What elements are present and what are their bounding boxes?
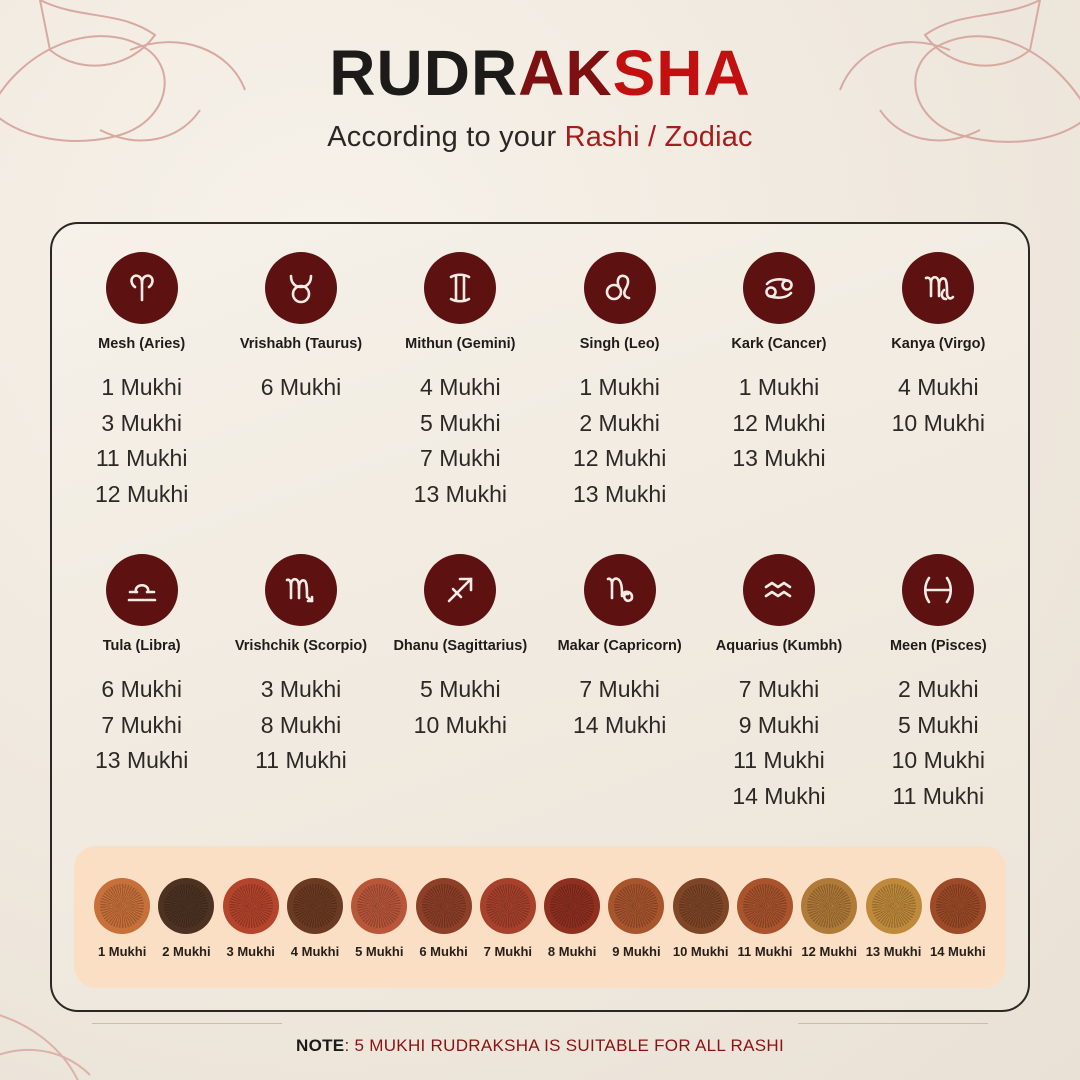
bead-item: [219, 878, 283, 959]
bead-item: [604, 878, 668, 959]
zodiac-item-taurus: [221, 252, 380, 513]
bead-label: 9 Mukhi: [612, 943, 661, 959]
bead-label: 7 Mukhi: [483, 943, 533, 959]
bead-item: [411, 878, 475, 959]
mukhi-list: [414, 370, 507, 513]
bead-item: [476, 878, 540, 959]
zodiac-row-2: [62, 554, 1018, 815]
mukhi-list: [95, 672, 188, 779]
bead-label: 12 Mukhi: [801, 943, 858, 959]
rudraksha-bead-icon: [351, 878, 407, 934]
taurus-icon: [265, 252, 337, 324]
scorpio-icon: [265, 554, 337, 626]
sagittarius-icon: [424, 554, 496, 626]
mukhi-value: 11 Mukhi: [733, 747, 825, 774]
title-segment-2: AK: [518, 37, 613, 109]
zodiac-item-capricorn: [540, 554, 699, 815]
mukhi-list: [255, 672, 347, 779]
mukhi-value: 13 Mukhi: [732, 445, 826, 472]
aquarius-icon: [743, 554, 815, 626]
bead-label: 5 Mukhi: [355, 943, 404, 959]
bead-label: 13 Mukhi: [865, 943, 922, 959]
zodiac-name: Singh (Leo): [579, 336, 660, 352]
libra-icon: [106, 554, 178, 626]
bead-item: [861, 878, 925, 959]
rudraksha-bead-icon: [930, 878, 986, 934]
bead-item: [926, 878, 990, 959]
rudraksha-bead-icon: [94, 878, 150, 934]
mukhi-value: 11 Mukhi: [95, 445, 188, 472]
zodiac-name: Makar (Capricorn): [557, 638, 682, 654]
mukhi-value: 13 Mukhi: [413, 480, 507, 507]
mukhi-list: [892, 370, 985, 441]
mukhi-value: 6 Mukhi: [101, 676, 182, 702]
zodiac-item-scorpio: [221, 554, 380, 815]
rudraksha-bead-icon: [673, 878, 729, 934]
bead-label: 8 Mukhi: [547, 943, 597, 959]
bead-item: [669, 878, 733, 959]
mukhi-value: 1 Mukhi: [738, 374, 820, 400]
zodiac-item-aquarius: [699, 554, 858, 815]
bead-item: [733, 878, 797, 959]
rudraksha-bead-icon: [223, 878, 279, 934]
mukhi-value: 7 Mukhi: [101, 711, 182, 738]
leo-icon: [584, 252, 656, 324]
bead-label: 1 Mukhi: [97, 943, 147, 959]
mukhi-list: [414, 672, 507, 743]
zodiac-name: Meen (Pisces): [889, 638, 987, 654]
zodiac-row-1: [62, 252, 1018, 513]
bead-label: 3 Mukhi: [226, 943, 275, 959]
bead-item: [797, 878, 861, 959]
mukhi-value: 3 Mukhi: [260, 676, 342, 702]
mukhi-value: 7 Mukhi: [738, 676, 820, 702]
mukhi-value: 11 Mukhi: [255, 747, 347, 774]
mukhi-list: [732, 370, 825, 477]
rudraksha-bead-icon: [287, 878, 343, 934]
zodiac-name: Kark (Cancer): [731, 336, 827, 352]
rudraksha-bead-icon: [480, 878, 536, 934]
bead-label: 10 Mukhi: [672, 943, 729, 959]
rudraksha-bead-icon: [416, 878, 472, 934]
poster-header: [0, 37, 1080, 154]
bead-item: [154, 878, 218, 959]
bead-item: [283, 878, 347, 959]
mukhi-value: 1 Mukhi: [579, 374, 660, 400]
mukhi-list: [261, 370, 342, 406]
mukhi-value: 12 Mukhi: [732, 409, 826, 436]
mukhi-value: 7 Mukhi: [420, 445, 501, 472]
zodiac-item-sagittarius: [381, 554, 540, 815]
bead-item: [347, 878, 411, 959]
zodiac-item-virgo: [859, 252, 1018, 513]
mukhi-value: 10 Mukhi: [891, 409, 985, 436]
mukhi-value: 6 Mukhi: [260, 374, 342, 400]
mukhi-value: 3 Mukhi: [101, 409, 182, 436]
rudraksha-bead-icon: [608, 878, 664, 934]
rudraksha-bead-icon: [737, 878, 793, 934]
mukhi-value: 7 Mukhi: [579, 676, 660, 702]
zodiac-item-libra: [62, 554, 221, 815]
rudraksha-bead-icon: [158, 878, 214, 934]
title-segment-3: SHA: [612, 37, 751, 109]
mukhi-value: 5 Mukhi: [420, 409, 501, 436]
mukhi-list: [732, 672, 825, 815]
mukhi-value: 5 Mukhi: [898, 711, 979, 738]
mukhi-bead-strip: [74, 846, 1006, 988]
mukhi-value: 10 Mukhi: [891, 747, 985, 774]
subtitle-accent: Rashi / Zodiac: [564, 121, 753, 154]
bead-item: [540, 878, 604, 959]
page-title: [0, 37, 1080, 109]
pisces-icon: [902, 554, 974, 626]
mukhi-value: 8 Mukhi: [260, 711, 342, 738]
note-divider-left: [92, 1023, 282, 1024]
zodiac-item-cancer: [699, 252, 858, 513]
bead-label: 14 Mukhi: [929, 943, 986, 959]
zodiac-name: Aquarius (Kumbh): [715, 638, 843, 654]
note-divider-right: [798, 1023, 988, 1024]
note-text: : 5 MUKHI RUDRAKSHA IS SUITABLE FOR ALL RASHI: [344, 1036, 784, 1055]
mukhi-list: [573, 370, 666, 513]
zodiac-name: Mesh (Aries): [98, 336, 186, 352]
footer-note: [0, 1036, 1080, 1056]
zodiac-name: Kanya (Virgo): [891, 336, 986, 352]
cancer-icon: [743, 252, 815, 324]
subtitle-text: According to your: [327, 121, 565, 154]
mukhi-value: 12 Mukhi: [572, 445, 667, 472]
bead-label: 11 Mukhi: [737, 943, 793, 959]
bead-item: [90, 878, 154, 959]
zodiac-name: Vrishabh (Taurus): [239, 336, 363, 352]
mukhi-value: 14 Mukhi: [732, 782, 826, 809]
zodiac-name: Tula (Libra): [102, 638, 181, 654]
mukhi-value: 5 Mukhi: [420, 676, 501, 702]
rudraksha-bead-icon: [866, 878, 922, 934]
zodiac-item-aries: [62, 252, 221, 513]
gemini-icon: [424, 252, 496, 324]
zodiac-card: [50, 222, 1030, 1012]
zodiac-item-pisces: [859, 554, 1018, 815]
rudraksha-bead-icon: [544, 878, 600, 934]
zodiac-item-gemini: [381, 252, 540, 513]
bead-label: 4 Mukhi: [290, 943, 340, 959]
note-label: NOTE: [296, 1036, 345, 1055]
virgo-icon: [902, 252, 974, 324]
mukhi-value: 2 Mukhi: [898, 676, 979, 702]
mukhi-value: 12 Mukhi: [95, 480, 189, 507]
mukhi-value: 10 Mukhi: [413, 711, 507, 738]
mukhi-list: [892, 672, 985, 815]
mukhi-list: [95, 370, 188, 513]
zodiac-name: Vrishchik (Scorpio): [234, 638, 368, 654]
zodiac-item-leo: [540, 252, 699, 513]
mukhi-value: 4 Mukhi: [898, 374, 979, 400]
bead-label: 6 Mukhi: [419, 943, 468, 959]
mukhi-value: 11 Mukhi: [892, 782, 985, 809]
mukhi-value: 14 Mukhi: [572, 711, 667, 738]
page-subtitle: [0, 121, 1080, 154]
zodiac-name: Dhanu (Sagittarius): [393, 638, 528, 654]
mukhi-value: 1 Mukhi: [101, 374, 182, 400]
rudraksha-bead-icon: [801, 878, 857, 934]
mukhi-value: 2 Mukhi: [579, 409, 660, 436]
mukhi-value: 4 Mukhi: [420, 374, 501, 400]
aries-icon: [106, 252, 178, 324]
mukhi-list: [573, 672, 666, 743]
title-segment-1: RUDR: [329, 37, 519, 109]
mukhi-value: 9 Mukhi: [738, 711, 820, 738]
bead-label: 2 Mukhi: [162, 943, 211, 959]
mukhi-value: 13 Mukhi: [95, 747, 189, 774]
mukhi-value: 13 Mukhi: [572, 480, 667, 507]
capricorn-icon: [584, 554, 656, 626]
zodiac-name: Mithun (Gemini): [405, 336, 516, 352]
